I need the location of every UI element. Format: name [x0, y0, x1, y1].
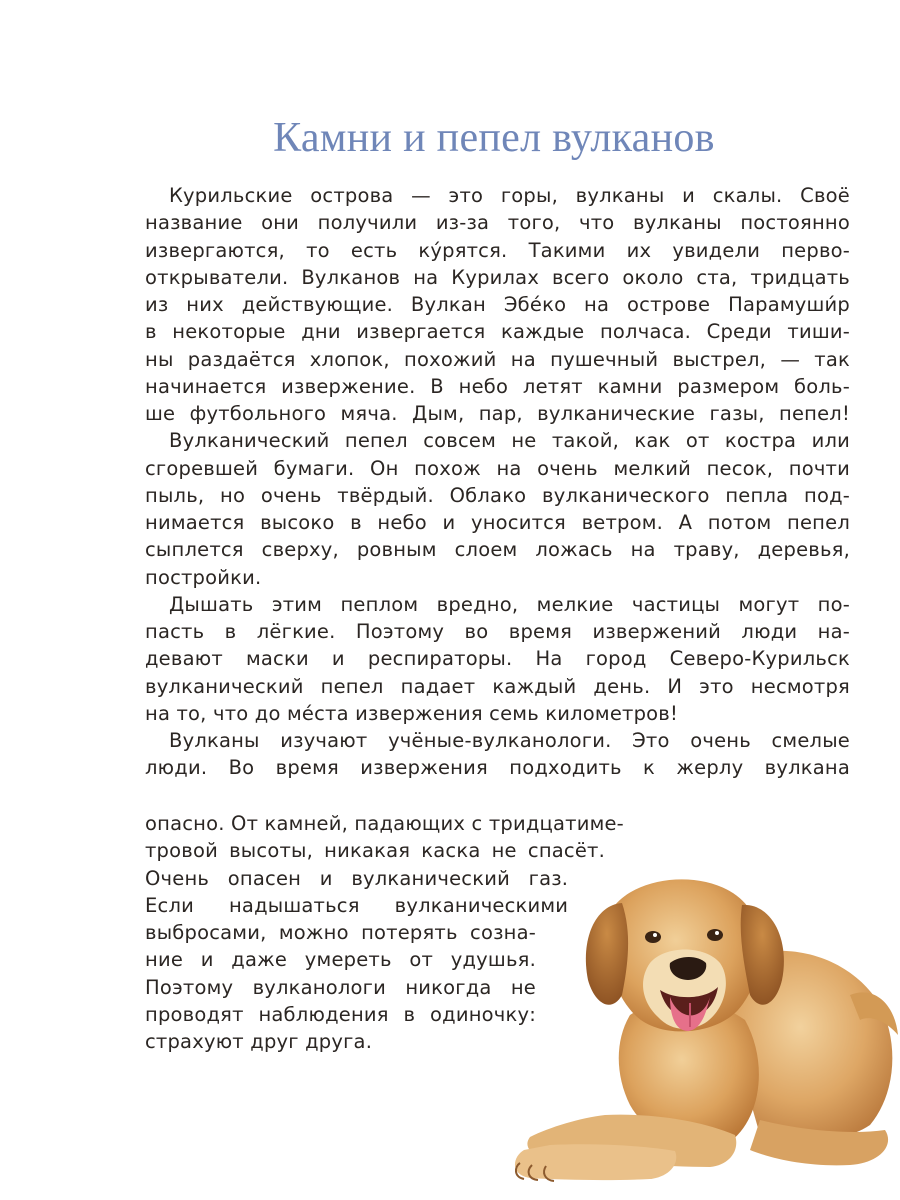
dog-illustration [510, 845, 900, 1200]
text-line: на то, что до ме́ста извержения семь километров! [145, 701, 679, 725]
text-line: тровой высоты, никакая каска не спасёт. [145, 839, 605, 863]
text-line: извергаются, то есть ку́рятся. Такими их увидели перво- [145, 238, 850, 262]
text-line: Очень опасен и вулканический газ. [145, 866, 569, 890]
text-line: вулканический пепел падает каждый день. И это несмотря [145, 674, 850, 698]
text-line: Вулканы изучают учёные-вулканологи. Это очень смелые [169, 729, 850, 752]
text-line: проводят наблюдения в одиночку: [145, 1002, 536, 1026]
text-line: пасть в лёгкие. Поэтому во время извержений люди на- [145, 620, 850, 643]
text-line: нимается высоко в небо и уносится ветром. А потом пепел [145, 511, 850, 534]
text-line: пыль, но очень твёрдый. Облако вулканического пепла под- [145, 483, 850, 507]
text-line: Поэтому вулканологи никогда не [145, 975, 536, 999]
text-line: Вулканический пепел совсем не такой, как от костра или [169, 429, 850, 453]
text-line: начинается извержение. В небо летят камни размером боль- [145, 374, 850, 398]
text-line: Курильские острова — это горы, вулканы и скалы. Своё [169, 184, 850, 207]
text-line: сыплется сверху, ровным слоем ложась на траву, деревья, [145, 538, 850, 562]
text-line: девают маски и респираторы. На город Северо-Курильск [145, 647, 850, 671]
text-line: люди. Во время извержения подходить к жерлу вулкана [145, 756, 850, 780]
text-line: выбросами, можно потерять созна- [145, 921, 536, 944]
page-title: Камни и пепел вулканов [273, 115, 715, 161]
text-line: из них действующие. Вулкан Эбе́ко на острове Парамуши́р [145, 293, 850, 316]
text-line: ны раздаётся хлопок, похожий на пушечный выстрел, — так [145, 347, 850, 371]
text-line: Дышать этим пеплом вредно, мелкие частицы могут по- [169, 592, 850, 616]
text-line: Если надышаться вулканическими [145, 893, 569, 917]
text-line: постройки. [145, 565, 262, 589]
text-line: страхуют друг друга. [145, 1030, 373, 1053]
text-line: ше футбольного мяча. Дым, пар, вулканические газы, пепел! [145, 402, 850, 425]
text-line: сгоревшей бумаги. Он похож на очень мелкий песок, почти [145, 456, 850, 480]
text-line: название они получили из-за того, что вулканы постоянно [145, 211, 850, 235]
text-line: ние и даже умереть от удушья. [145, 948, 536, 972]
text-line: открыватели. Вулканов на Курилах всего около ста, тридцать [145, 265, 850, 289]
text-line: в некоторые дни извергается каждые полчаса. Среди тиши- [145, 320, 850, 344]
body-text [145, 182, 850, 782]
text-line: опасно. От камней, падающих с тридцатиме- [145, 812, 624, 835]
